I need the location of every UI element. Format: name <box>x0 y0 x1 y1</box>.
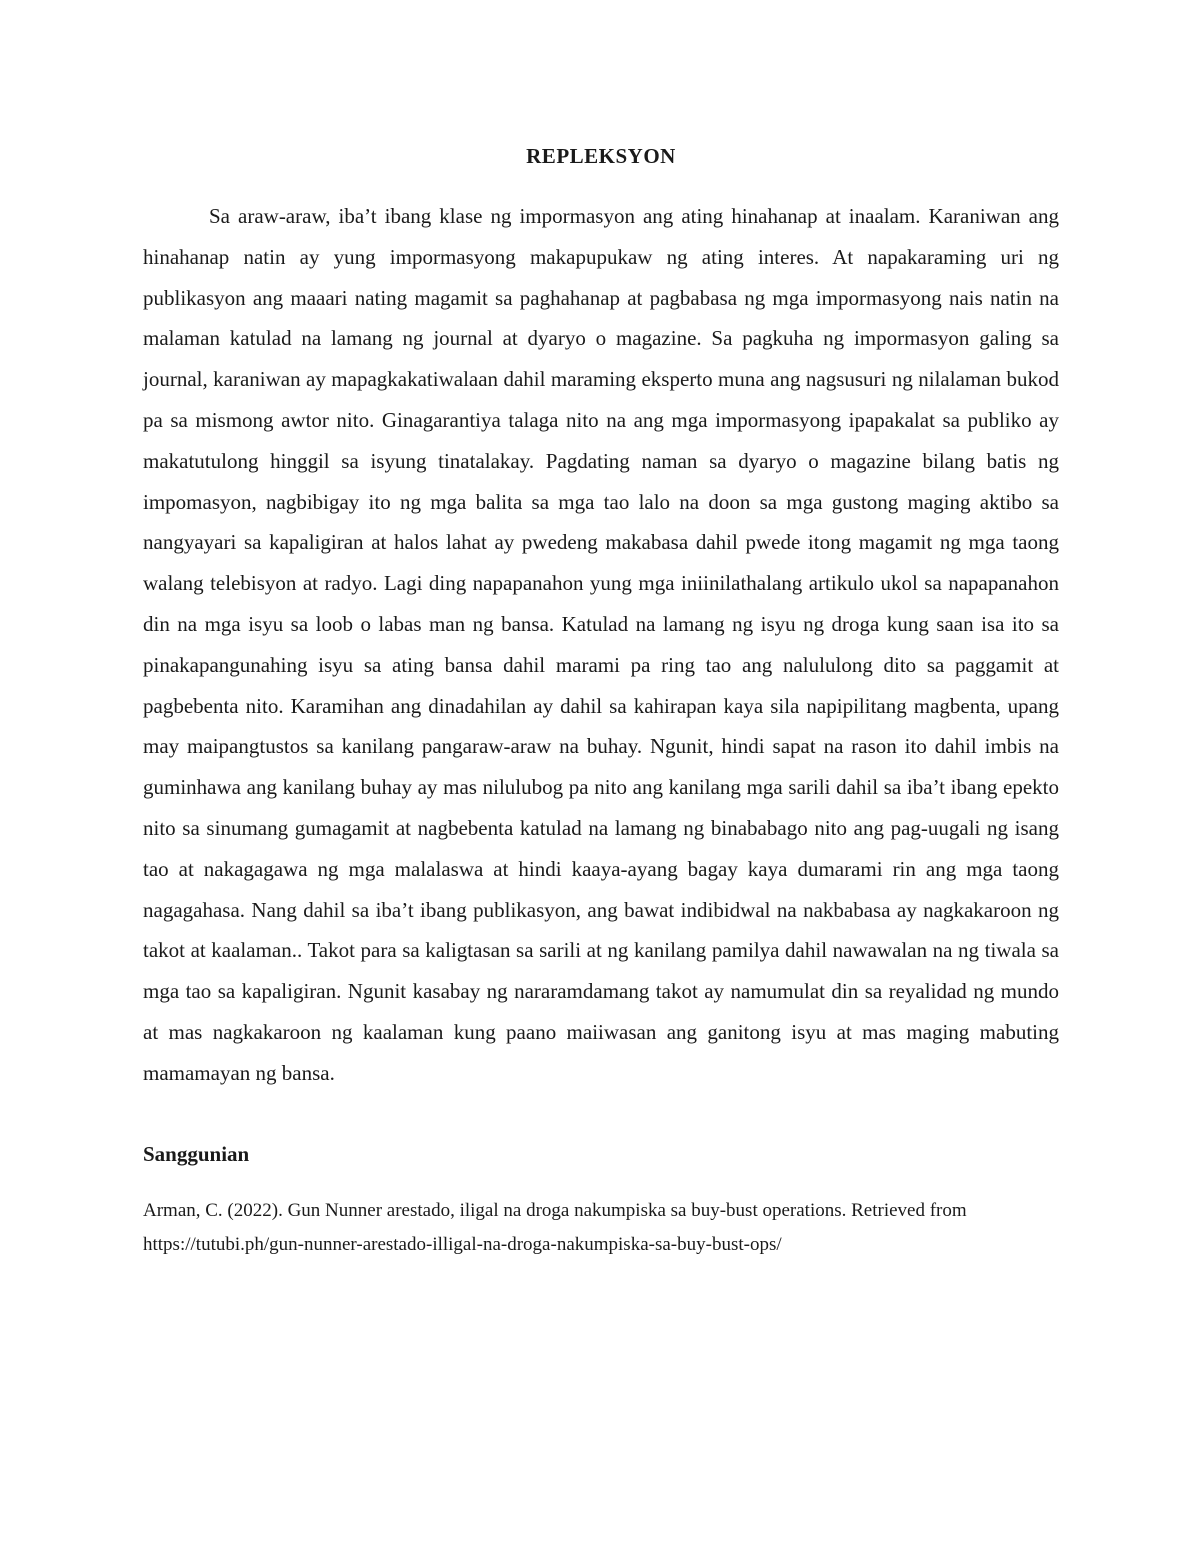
reflection-paragraph: Sa araw-araw, iba’t ibang klase ng impormasyon ang ating hinahanap at inaalam. Karaniwan ang hinahanap natin ay yung impormasyong makapupukaw ng ating interes. At napakaraming uri ng publikasyon ang maaari nating magamit sa paghahanap at pagbabasa ng mga impormasyong nais natin na malaman katulad na lamang ng journal at dyaryo o magazine. Sa pagkuha ng impormasyon galing sa journal, karaniwan ay mapagkakatiwalaan dahil maraming eksperto muna ang nagsusuri ng nilalaman bukod pa sa mismong awtor nito. Ginagarantiya talaga nito na ang mga impormasyong ipapakalat sa publiko ay makatutulong hinggil sa isyung tinatalakay. Pagdating naman sa dyaryo o magazine bilang batis ng impomasyon, nagbibigay ito ng mga balita sa mga tao lalo na doon sa mga gustong maging aktibo sa nangyayari sa kapaligiran at halos lahat ay pwedeng makabasa dahil pwede itong magamit ng mga taong walang telebisyon at radyo. Lagi ding napapanahon yung mga iniinilathalang artikulo ukol sa napapanahon din na mga isyu sa loob o labas man ng bansa. Katulad na lamang ng isyu ng droga kung saan isa ito sa pinakapangunahing isyu sa ating bansa dahil marami pa ring tao ang nalululong dito sa paggamit at pagbebenta nito. Karamihan ang dinadahilan ay dahil sa kahirapan kaya sila napipilitang magbenta, upang may maipangtustos sa kanilang pangaraw-araw na buhay. Ngunit, hindi sapat na rason ito dahil imbis na guminhawa ang kanilang buhay ay mas nilulubog pa nito ang kanilang mga sarili dahil sa iba’t ibang epekto nito sa sinumang gumagamit at nagbebenta katulad na lamang ng binababago nito ang pag-uugali ng isang tao at nakagagawa ng mga malalaswa at hindi kaaya-ayang bagay kaya dumarami rin ang mga taong nagagahasa. Nang dahil sa iba’t ibang publikasyon, ang bawat indibidwal na nakbabasa ay nagkakaroon ng takot at kaalaman.. Takot para sa kaligtasan sa sarili at ng kanilang pamilya dahil nawawalan na ng tiwala sa mga tao sa kapaligiran. Ngunit kasabay ng nararamdamang takot ay namumulat din sa reyalidad ng mundo at mas nagkakaroon ng kaalaman kung paano maiiwasan ang ganitong isyu at mas maging mabuting mamamayan ng bansa. <box>143 204 1059 1085</box>
document-page <box>143 140 1059 1262</box>
references-heading: Sanggunian <box>143 1141 250 1166</box>
reference-entry: Arman, C. (2022). Gun Nunner arestado, iligal na droga nakumpiska sa buy-bust operations. Retrieved from https://tutubi.ph/gun-nunner-arestado-illigal-na-droga-nakumpiska-sa-buy-bust-ops/ <box>143 1199 967 1255</box>
document-title: REPLEKSYON <box>526 144 676 168</box>
